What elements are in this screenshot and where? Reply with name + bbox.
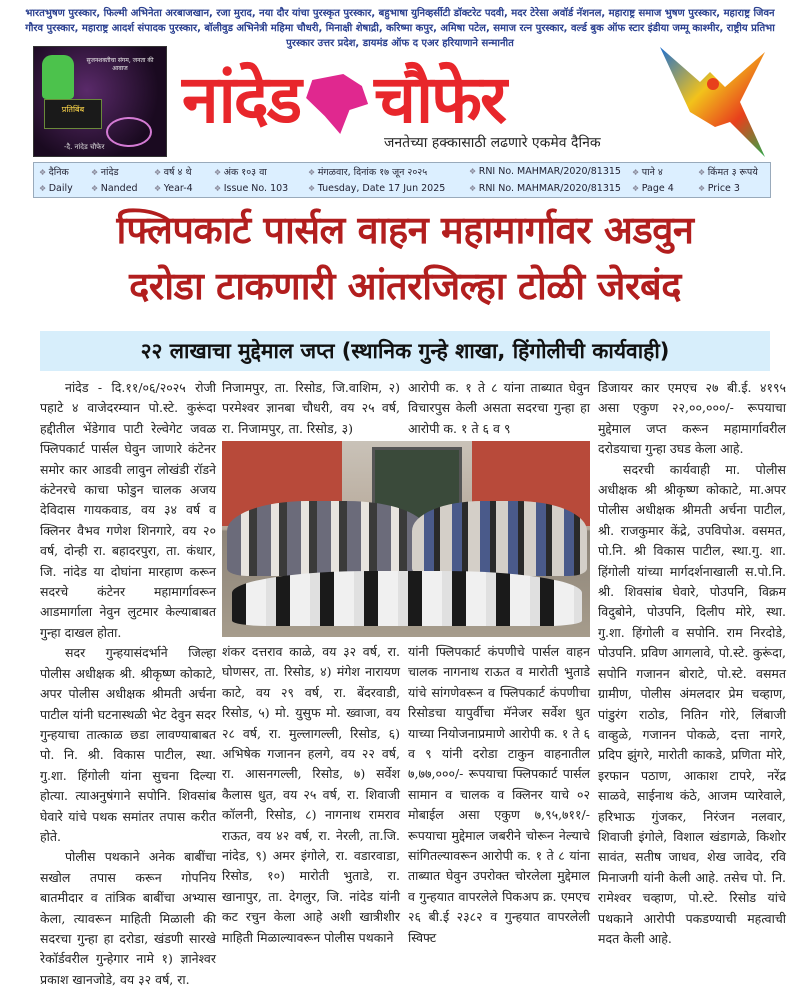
headline (30, 202, 780, 314)
info-year-en: ❖ Year-4 (149, 183, 209, 194)
info-price: ❖ किंमत ३ रूपये (693, 165, 769, 178)
logo-caption: सुजनशक्तीचा संगम, जनता की आवाज (86, 57, 154, 72)
headline-line1: फ्लिपकार्ट पार्सल वाहन महामार्गावर अडवुन (116, 208, 694, 252)
news-photo-police-with-accused (222, 441, 590, 637)
info-rni-en: ❖ RNI No. MAHMAR/2020/81315 (464, 183, 627, 194)
officers-group (412, 501, 587, 576)
article-paragraph: निजामपुर, ता. रिसोड, जि.वाशिम, २) परमेश्वर ज्ञानबा चौधरी, वय २५ वर्ष, रा. निजामपुर, ता. रिसोड, ३) (222, 380, 400, 436)
info-pages: ❖ पाने ४ (627, 165, 693, 178)
subheadline: २२ लाखाचा मुद्देमाल जप्त (स्थानिक गुन्हे शाखा, हिंगोलीची कार्यवाही) (40, 331, 770, 371)
article-paragraph: पोलीस पथकाने अनेक बाबींचा सखोल तपास करून गोपनिय बातमीदार व तांत्रिक बाबींचा अभ्यास केला, त्यावरून माहिती मिळाली की सदरचा गुन्हा हा दरोडा, खंडणी सारखे रेकॉर्डवरील गुन्हेगार नामे १) ज्ञानेश्वर प्रकाश खानजोडे, वय ३२ वर्ष, रा. (40, 849, 216, 987)
officers-group (227, 501, 427, 576)
info-issue: ❖ अंक १०३ वा (209, 165, 303, 178)
article-paragraph: डिजायर कार एमएच २७ बी.ई. ४१९५ असा एकुण २२,००,०००/- रूपयाचा मुद्देमाल जप्त करून महामार्गावरील दरोडयाचा गुन्हा उघड केला आहे. (598, 380, 786, 457)
info-year: ❖ वर्ष ४ थे (149, 165, 209, 178)
parrot-icon (655, 42, 770, 162)
awards-banner: भारतभुषण पुरस्कार, फिल्मी अभिनेता अरबाजखान, रजा मुराद, नया दौर यांचा पुरस्कृत पुरस्कार, बहुभाषा युनिव्हर्सीटी डॉक्टरेट पदवी, मदर टेरेसा अवॉर्ड नॅशनल, महाराष्ट्र समाज भुषण पुरस्कार, महाराष्ट्र जिवन गौरव पुरस्कार, महाराष्ट्र आदर्श संपादक पुरस्कार, बॉलीवुड अभिनेत्री महिमा चौधरी, मिनाक्षी शेषाद्री, करिष्मा कपुर, अमिषा पटेल, समाज रत्न पुरस्कार, वर्ल्ड बुक ऑफ स्टार इंडीया जम्मू काश्मीर, राष्ट्रीय प्रतिभा पुरस्कार उत्तर प्रदेश, डायमंड ऑफ द एअर हरियाणाने सन्मानीत (25, 8, 775, 49)
article-paragraph: आरोपी क. १ ते ८ यांना ताब्यात घेवुन विचारपुस केली असता सदरचा गुन्हा हा आरोपी क. १ ते ६ व ९ (408, 380, 590, 436)
logo-footer: -दै. नांदेड चौफेर (64, 143, 105, 151)
masthead-part1: नांदेड (182, 61, 301, 138)
article-paragraph: शंकर दत्तराव काळे, वय ३२ वर्ष, रा. घोणसर, ता. रिसोड, ४) मंगेश नारायण काटे, वय २९ वर्ष, रा. बेंदरवाडी, रिसोड, ५) मो. युसुफ मो. ख्वाजा, वय २८ वर्ष, रा. मुल्लागल्ली, रिसोड, ६) अभिषेक गजानन हलगे, वय २२ वर्ष, रा. आसनगल्ली, रिसोड, ७) सर्वेश कैलास धुत, वय २५ वर्ष, रा. शिवाजी कॉलनी, रिसोड, ८) नागनाथ रामराव राऊत, वय ४२ वर्ष, रा. नेरली, ता.जि. नांदेड, ९) अमर इंगोले, रा. वडारवाडा, रिसोड, १०) मारोती भुताडे, रा. खानापुर, ता. देगलुर, जि. नांदेड यांनी कट रचुन केला आहे अशी खात्रीशीर माहिती मिळाल्यावरून पोलीस पथकाने (222, 644, 400, 945)
article-column-2-bottom (222, 642, 400, 948)
article-paragraph: सदरची कार्यवाही मा. पोलीस अधीक्षक श्री श्रीकृष्ण कोकाटे, मा.अपर पोलीस अधीक्षक श्रीमती अर्चना पाटील, श्री. राजकुमार केंद्रे, उपविपोअ. वसमत, पो.नि. श्री विकास पाटील, स्था.गु. शा. हिंगोली यांच्या मार्गदर्शनाखाली स.पो.नि. श्री. शिवसांब घेवारे, पोउपनि, विक्रम विदुबोने, पोउपनि, दिलीप मोरे, स्था. गु.शा. हिंगोली व सपोनि. राम निरदोडे, पोउपनि. प्रविण आगलावे, पो.स्टे. कुरूंदा, सपोनि गजानन बोराटे, पो.स्टे. वसमत ग्रामीण, पोलीस अंमलदार प्रेम चव्हाण, पांडुरंग राठोड, नितिन गोरे, लिंबाजी वाव्हुळे, गजानन पोकळे, दत्ता नागरे, प्रदिप झुंगरे, मारोती काकडे, प्रणिता मोरे, इरफान पठाण, आकाश टापरे, नरेंद्र साळवे, साईनाथ कंठे, आजम प्यारेवाले, हरिभाऊ गुंजकर, निरंजन नलवार, शिवाजी इंगोले, विशाल खंडागळे, किशोर सावंत, सतीष जाधव, शेख जावेद, रवि मिनाजगी यांनी केली आहे. तसेच पो. नि. रामेश्वर चव्हाण, पो.स्टे. रिसोड यांचे पथकाने आरोपी पकडण्याची महत्वाची मदत केली आहे. (598, 461, 786, 946)
masthead-title (182, 60, 505, 140)
info-city: ❖ नांदेड (86, 165, 149, 178)
info-date: ❖ मंगळवार, दिनांक १७ जून २०२५ (303, 165, 464, 178)
info-row-english (34, 180, 770, 197)
info-issue-en: ❖ Issue No. 103 (209, 183, 303, 194)
article-column-4 (598, 378, 786, 949)
masthead-part2: चौफेर (374, 61, 505, 138)
article-paragraph: नांदेड - दि.११/०६/२०२५ रोजी पहाटे ४ वाजेदरम्यान पो.स्टे. कुरूंदा हद्दीतील भेंडेगाव पाटी रेल्वेगेट जवळ फ्लिपकार्ट पार्सल घेवुन जाणारे कंटेनर समोर कार आडवी लावुन लोखंडी रॉडने कंटेनरचे काचा फोडुन चालक अजय देविदास गायकवाड, वय ३४ वर्ष व क्लिनर वैभव गणेश शिनगारे, वय २० वर्ष, दोन्ही रा. बहादरपुरा, ता. कंधार, जि. नांदेड या दोघांना मारहाण करून सदरचे कंटेनर महामार्गावरून आडमार्गाला नेवुन लुटमार केल्याबाबत गुन्हा दाखल होता. (40, 380, 216, 640)
logo-badge: प्रतिबिंब (44, 99, 102, 129)
info-daily: ❖ दैनिक (34, 165, 86, 178)
maharashtra-map-icon (306, 74, 368, 134)
headline-line2: दरोडा टाकणारी आंतरजिल्हा टोळी जेरबंद (129, 264, 681, 308)
info-city-en: ❖ Nanded (86, 183, 149, 194)
article-column-3-top (408, 378, 590, 439)
bicycle-icon (106, 117, 152, 147)
article-column-3-bottom (408, 642, 590, 948)
pratibimb-logo (33, 46, 167, 157)
article-column-1 (40, 378, 216, 990)
info-daily-en: ❖ Daily (34, 183, 86, 194)
issue-info-bar (33, 162, 771, 198)
info-price-en: ❖ Price 3 (693, 183, 769, 194)
article-paragraph: यांनी फ्लिपकार्ट कंपणीचे पार्सल वाहन चालक नागनाथ राऊत व मारोती भुताडे यांचे सांगणेवरून व फ्लिपकार्ट कंपणीचा रिसोडचा यापुर्वीचा मॅनेजर सर्वेश धुत याच्या नियोजनाप्रमाणे आरोपी क. १ ते ६ व ९ यांनी दरोडा टाकुन वाहनातील ७,७७,०००/- रूपयाचा फ्लिपकार्ट पार्सल सामान व चालक व क्लिनर याचे ०२ मोबाईल असा एकुण ७,९५,७११/- रूपयाचा मुद्देमाल जबरीने चोरून नेल्याचे सांगितल्यावरून आरोपी क. १ ते ८ यांना ताब्यात घेवुन उपरोक्त चोरलेला मुद्देमाल व गुन्हयात वापरलेले पिकअप क्र. एमएच २६ बी.ई २३८२ व गुन्हयात वापरलेली स्विफ्ट (408, 644, 590, 945)
accused-seated (232, 571, 582, 626)
info-row-marathi (34, 163, 770, 180)
pen-mascot-icon (42, 55, 74, 99)
info-rni: ❖ RNI No. MAHMAR/2020/81315 (464, 166, 627, 177)
info-date-en: ❖ Tuesday, Date 17 Jun 2025 (303, 183, 464, 194)
tagline: जनतेच्या हक्कासाठी लढणारे एकमेव दैनिक (384, 135, 601, 151)
article-column-2-top (222, 378, 400, 439)
article-paragraph: सदर गुन्हयासंदर्भाने जिल्हा पोलीस अधीक्षक श्री. श्रीकृष्ण कोकाटे, अपर पोलीस अधीक्षक श्रीमती अर्चना पाटील यांनी घटनास्थळी भेट देवुन सदर गुन्हयाचा तात्काळ छडा लावण्याबाबत पो. नि. श्री. विकास पाटील, स्था. गु.शा. हिंगोली यांना सुचना दिल्या होत्या. त्याअनुषंगाने सपोनि. शिवसांब घेवारे यांचे पथक समांतर तपास करीत होते. (40, 645, 216, 844)
info-pages-en: ❖ Page 4 (627, 183, 693, 194)
